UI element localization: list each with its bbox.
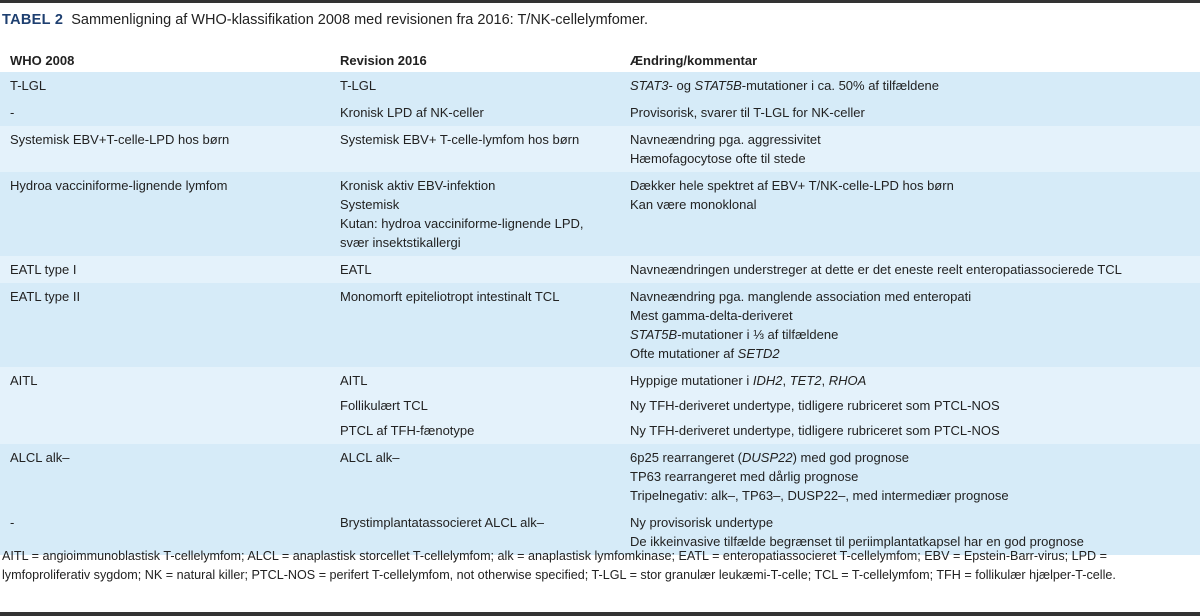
cell-line: T-LGL — [340, 78, 377, 93]
cell-line — [630, 76, 1200, 95]
gene-name: SETD2 — [737, 346, 780, 361]
cell-line — [630, 513, 1200, 532]
footnote: AITL = angioimmunoblastisk T-cellelymfom; ALCL = anaplastisk storcellet T-cellelymfom; alk = anaplastisk lymfomkinase; EATL = enteropatiassocieret T-cellelymfom; EBV = Epstein-Barr-virus; LPD = lymfoproliferativ sygdom; NK = natural killer; PTCL-NOS = perifert T-cellelymfom, not otherwise specified; T-LGL = stor granulær leukæmi-T-celle; TCL = T-cellelymfom; TFH = follikulær hjælper-T-celle. — [2, 549, 1116, 582]
cell-revision2016 — [330, 72, 620, 99]
cell-line — [630, 486, 1200, 505]
cell-line: EATL type I — [10, 262, 77, 277]
cell-who2008 — [0, 99, 330, 126]
table-body — [0, 72, 1200, 555]
cell-line: AITL — [340, 373, 368, 388]
text-segment: , — [821, 373, 829, 388]
cell-line: Kutan: hydroa vacciniforme-lignende LPD, — [340, 216, 584, 231]
text-segment: , — [782, 373, 790, 388]
text-segment: Kan være monoklonal — [630, 197, 757, 212]
table-row — [0, 72, 1200, 99]
gene-name: TET2 — [789, 373, 822, 388]
text-segment: - og — [668, 78, 695, 93]
cell-line: Systemisk — [340, 197, 400, 212]
cell-line: svær insektstikallergi — [340, 235, 461, 250]
text-segment: Hæmofagocytose ofte til stede — [630, 151, 806, 166]
cell-line: Kronisk LPD af NK-celler — [340, 105, 484, 120]
text-segment: Mest gamma-delta-deriveret — [630, 308, 793, 323]
header-who2008: WHO 2008 — [0, 48, 330, 72]
header-row — [0, 48, 1200, 72]
cell-who2008 — [0, 72, 330, 99]
gene-name: RHOA — [828, 373, 867, 388]
cell-who2008 — [0, 256, 330, 283]
cell-revision2016 — [330, 172, 620, 256]
cell-line: ALCL alk– — [340, 450, 400, 465]
cell-line — [630, 287, 1200, 306]
text-segment: Hyppige mutationer i — [630, 373, 753, 388]
text-segment: Ofte mutationer af — [630, 346, 738, 361]
table-label: TABEL 2 — [2, 12, 64, 28]
cell-revision2016 — [330, 99, 620, 126]
cell-line: EATL — [340, 262, 372, 277]
table-row — [0, 367, 1200, 444]
cell-line — [630, 467, 1200, 486]
text-segment: De ikkeinvasive tilfælde begrænset til periimplantatkapsel har en god prognose — [630, 534, 1084, 549]
cell-revision2016 — [330, 283, 620, 367]
cell-line — [630, 371, 1200, 390]
cell-line: Monomorft epiteliotropt intestinalt TCL — [340, 289, 560, 304]
bottom-rule — [0, 612, 1200, 616]
cell-comment — [620, 126, 1200, 172]
cell-line — [630, 396, 1200, 415]
table-row — [0, 444, 1200, 509]
gene-name: STAT5B — [630, 327, 678, 342]
table-row — [0, 283, 1200, 367]
cell-line: Brystimplantatassocieret ALCL alk– — [340, 515, 545, 530]
cell-line — [630, 176, 1200, 195]
cell-comment — [620, 256, 1200, 283]
cell-line — [630, 195, 1200, 214]
cell-line — [630, 344, 1200, 363]
cell-revision2016 — [330, 444, 620, 509]
table-row — [0, 99, 1200, 126]
top-rule — [0, 0, 1200, 3]
cell-who2008 — [0, 283, 330, 367]
table-row — [0, 172, 1200, 256]
cell-line: ALCL alk– — [10, 450, 70, 465]
cell-comment — [620, 283, 1200, 367]
text-segment: Ny provisorisk undertype — [630, 515, 774, 530]
cell-line: AITL — [10, 373, 38, 388]
cell-who2008 — [0, 444, 330, 509]
cell-line — [630, 421, 1200, 440]
text-segment: Ny TFH-deriveret undertype, tidligere rubriceret som PTCL-NOS — [630, 398, 1000, 413]
cell-line — [630, 325, 1200, 344]
cell-who2008 — [0, 367, 330, 444]
table-row — [0, 126, 1200, 172]
text-segment: Navneændring pga. aggressivitet — [630, 132, 821, 147]
table-title: Sammenligning af WHO-klassifikation 2008 med revisionen fra 2016: T/NK-cellelymfomer. — [71, 12, 648, 28]
cell-revision2016 — [330, 256, 620, 283]
text-segment: -mutationer i ca. 50% af tilfældene — [741, 78, 940, 93]
cell-line — [630, 260, 1200, 279]
cell-revision2016 — [330, 126, 620, 172]
gene-name: IDH2 — [752, 373, 783, 388]
cell-line: T-LGL — [10, 78, 47, 93]
header-comment: Ændring/kommentar — [620, 48, 1200, 72]
gene-name: STAT3 — [630, 78, 669, 93]
cell-comment — [620, 99, 1200, 126]
cell-line: - — [10, 105, 15, 120]
text-segment: Provisorisk, svarer til T-LGL for NK-celler — [630, 105, 865, 120]
cell-line — [630, 149, 1200, 168]
text-segment: TP63 rearrangeret med dårlig prognose — [630, 469, 859, 484]
cell-who2008 — [0, 126, 330, 172]
cell-comment — [620, 72, 1200, 99]
cell-line: Follikulært TCL — [340, 398, 428, 413]
text-segment: 6p25 rearrangeret ( — [630, 450, 743, 465]
cell-line: Systemisk EBV+T-celle-LPD hos børn — [10, 132, 230, 147]
text-segment: -mutationer i ⅓ af tilfældene — [677, 327, 839, 342]
cell-comment — [620, 444, 1200, 509]
header-revision2016: Revision 2016 — [330, 48, 620, 72]
cell-line — [630, 130, 1200, 149]
text-segment: Navneændring pga. manglende association med enteropati — [630, 289, 972, 304]
cell-line — [630, 306, 1200, 325]
gene-name: DUSP22 — [742, 450, 793, 465]
text-segment: Tripelnegativ: alk–, TP63–, DUSP22–, med intermediær prognose — [630, 488, 1009, 503]
cell-line: PTCL af TFH-fænotype — [340, 423, 475, 438]
table-caption — [2, 12, 648, 28]
table-row — [0, 256, 1200, 283]
cell-revision2016 — [330, 367, 620, 444]
classification-table — [0, 48, 1200, 555]
cell-line — [630, 103, 1200, 122]
cell-line: Systemisk EBV+ T-celle-lymfom hos børn — [340, 132, 580, 147]
cell-line: EATL type II — [10, 289, 81, 304]
gene-name: STAT5B — [694, 78, 742, 93]
cell-line: Kronisk aktiv EBV-infektion — [340, 178, 496, 193]
cell-line: Hydroa vacciniforme-lignende lymfom — [10, 178, 228, 193]
text-segment: Navneændringen understreger at dette er det eneste reelt enteropatiassocierede TCL — [630, 262, 1122, 277]
cell-comment — [620, 367, 1200, 444]
cell-who2008 — [0, 172, 330, 256]
text-segment: Ny TFH-deriveret undertype, tidligere rubriceret som PTCL-NOS — [630, 423, 1000, 438]
text-segment: Dækker hele spektret af EBV+ T/NK-celle-LPD hos børn — [630, 178, 954, 193]
cell-line — [630, 448, 1200, 467]
cell-comment — [620, 172, 1200, 256]
cell-line: - — [10, 515, 15, 530]
text-segment: ) med god prognose — [792, 450, 909, 465]
